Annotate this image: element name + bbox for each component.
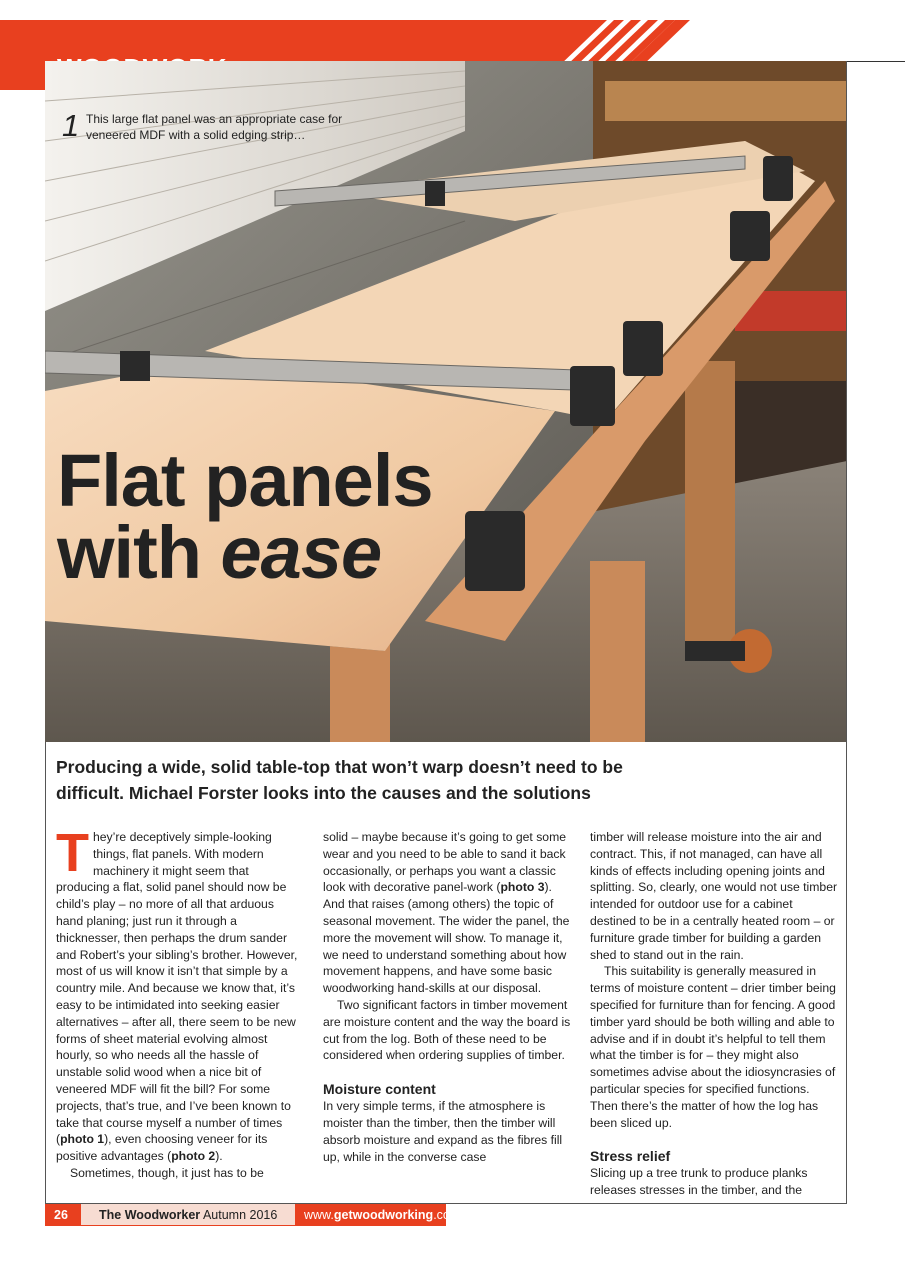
lead-photo <box>45 61 847 742</box>
issue-date: Autumn 2016 <box>200 1208 278 1222</box>
headline-line-1: Flat panels <box>57 439 433 522</box>
subheading-stress: Stress relief <box>590 1148 671 1165</box>
headline-line-2-italic: ease <box>220 511 382 594</box>
paragraph: Two significant factors in timber movement are moisture content and the way the board is cut from the log. Both of these need to be considered when ordering supplies of timber. <box>323 997 571 1063</box>
article-standfirst: Producing a wide, solid table-top that won’t warp doesn’t need to be difficult. Michael Forster looks into the causes and the solutions <box>56 757 623 803</box>
body-column-3 <box>590 829 838 1199</box>
paragraph: This suitability is generally measured in terms of moisture content – drier timber being specified for furniture than for fencing. A good timber yard should be both willing and able to advise and if in doubt it’s helpful to tell them what the timber is for – they might also sometimes advise about the idiosyncrasies of particular species for specified functions. Then there’s the matter of how the log has been sliced up. <box>590 964 836 1130</box>
headline-line-2 <box>57 511 433 594</box>
drop-cap: T <box>56 823 89 883</box>
subheading-moisture: Moisture content <box>323 1081 436 1098</box>
text-run: ). And that raises (among others) the topic of seasonal movement. The wider the panel, the more the movement will show. To manage it, we need to understand something about how movement happens, and have some basic woodworking hand-skills at our disposal. <box>323 880 570 996</box>
paragraph <box>56 823 304 1165</box>
frame-line-right <box>846 61 847 1203</box>
paragraph: Sometimes, though, it just has to be <box>70 1165 264 1180</box>
url-domain: getwoodworking <box>333 1208 434 1222</box>
url-suffix: .com <box>433 1208 461 1222</box>
text-run: hey’re deceptively simple-looking things, flat panels. With modern machinery it might seem that producing a flat, solid panel should now be child’s play – no more of all that arduous hand planing; just run it through a thicknesser, then perhaps the drum sander and Robert’s your sibling’s brother. However, most of us will know it isn’t that simple by a country mile. And because we know that, it’s easy to be intimidated into seeking easier alternatives – after all, there seem to be new forms of sheet material evolving almost hourly, so who needs all the hassle of unstable solid wood when a nice bit of veneered MDF will fit the bill? For some projects, that’s true, and I’ve been known to take that course myself a number of times ( <box>56 830 298 1147</box>
photo-ref: photo 1 <box>60 1132 105 1147</box>
magazine-name: The Woodworker <box>99 1208 201 1222</box>
article-headline <box>57 439 433 594</box>
paragraph: Slicing up a tree trunk to produce planks releases stresses in the timber, and the <box>590 1166 808 1198</box>
text-run: ). <box>215 1149 223 1164</box>
magazine-issue <box>81 1204 296 1226</box>
frame-line-left <box>45 742 46 1203</box>
photo-ref: photo 2 <box>171 1149 216 1164</box>
top-rule <box>845 61 905 62</box>
paragraph: In very simple terms, if the atmosphere is moister than the timber, then the timber will absorb moisture and expand as the fibres fill up, while in the converse case <box>323 1099 563 1164</box>
page-number: 26 <box>45 1204 81 1226</box>
text-run: ), even choosing veneer for its positive advantages ( <box>56 1132 268 1164</box>
body-column-2 <box>323 829 571 1165</box>
photo-ref: photo 3 <box>500 880 545 895</box>
photo-caption: This large flat panel was an appropriate case for veneered MDF with a solid edging strip… <box>86 112 343 142</box>
body-column-1 <box>56 823 304 1182</box>
url-prefix: www. <box>304 1208 334 1222</box>
website-link[interactable] <box>296 1204 461 1226</box>
headline-line-2-plain: with <box>57 511 221 594</box>
paragraph: timber will release moisture into the air and contract. This, if not managed, can have all kinds of effects including opening joints and splitting. So, clearly, one would not use timber intended for outdoor use for a cabinet destined to be in a centrally heated room – or furniture grade timber for building a garden shed to stand out in the rain. <box>590 830 838 962</box>
paragraph <box>323 829 571 997</box>
text-run: solid – maybe because it’s going to get some wear and you need to be able to sand it back occasionally, or perhaps you want a classic look with decorative panel-work ( <box>323 830 566 895</box>
photo-caption-number: 1 <box>62 108 80 143</box>
